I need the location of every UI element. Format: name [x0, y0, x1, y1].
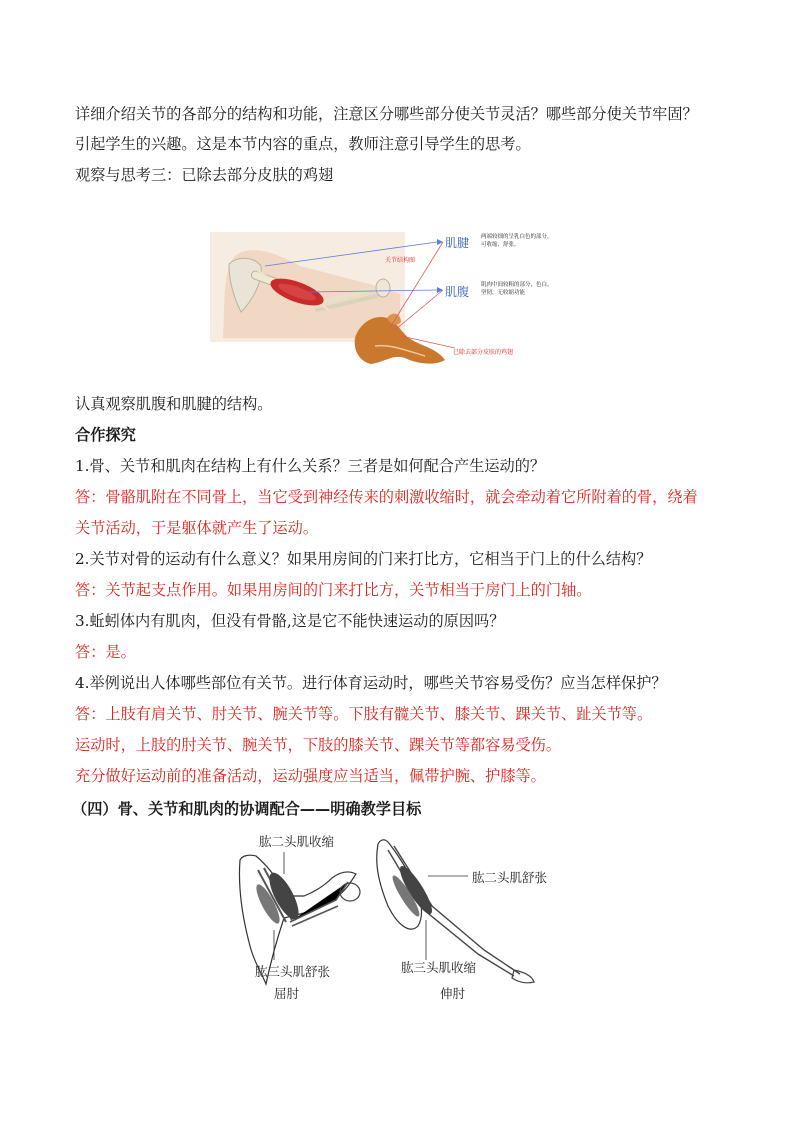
extended-hand [512, 970, 534, 983]
question-2: 2.关节对骨的运动有什么意义？如果用房间的门来打比方，它相当于门上的什么结构？ [75, 550, 652, 568]
answer-4-line-3: 充分做好运动前的准备活动，运动强度应当适当，佩带护腕、护膝等。 [75, 767, 546, 785]
question-1: 1.骨、关节和肌肉在结构上有什么关系？三者是如何配合产生运动的？ [75, 457, 546, 475]
answer-2: 答：关节起支点作用。如果用房间的门来打比方，关节相当于房门上的门轴。 [75, 581, 592, 599]
flex-extend-figure [228, 826, 548, 1006]
coop-heading: 合作探究 [75, 426, 136, 444]
tendon-description-1: 两端较细的呈乳白色的部分， [481, 234, 553, 240]
observe-note: 认真观察肌腹和肌腱的结构。 [75, 395, 273, 413]
belly-description-1: 肌肉中间较粗的部分，色白、 [481, 282, 553, 288]
left-biceps-contract-label: 肱二头肌收缩 [259, 834, 335, 849]
answer-4-line-1: 答：上肢有肩关节、肘关节、腕关节等。下肢有髋关节、膝关节、踝关节、趾关节等。 [75, 705, 653, 723]
answer-3: 答：是。 [75, 643, 136, 661]
hand-shape [376, 279, 390, 297]
observe-heading: 观察与思考三：已除去部分皮肤的鸡翅 [75, 166, 334, 184]
right-triceps-contract-label: 肱三头肌收缩 [401, 960, 477, 975]
muscle-structure-svg [205, 226, 590, 374]
flex-elbow-caption: 屈肘 [274, 986, 300, 1001]
tendon-description-2: 可收缩、舒张。 [481, 242, 520, 248]
intro-line-1: 详细介绍关节的各部分的结构和功能，注意区分哪些部分使关节灵活？哪些部分使关节牢固？ [75, 105, 698, 123]
belly-label: 肌腹 [445, 285, 470, 299]
answer-1-line-1: 答：骨骼肌附在不同骨上，当它受到神经传来的刺激收缩时，就会牵动着它所附着的骨，绕着 [75, 488, 698, 506]
tendon-label: 肌腱 [445, 236, 470, 250]
extend-elbow-caption: 伸肘 [440, 986, 466, 1001]
question-4: 4.举例说出人体哪些部位有关节。进行体育运动时，哪些关节容易受伤？应当怎样保护？ [75, 674, 667, 692]
extended-arm-outline [388, 846, 520, 976]
section-4-heading: （四）骨、关节和肌肉的协调配合——明确教学目标 [72, 800, 422, 818]
left-triceps-relax-label: 肱三头肌舒张 [255, 964, 331, 979]
answer-1-line-2: 关节活动，于是躯体就产生了运动。 [75, 519, 318, 537]
answer-4-line-2: 运动时，上肢的肘关节、腕关节，下肢的膝关节、踝关节等都容易受伤。 [75, 736, 561, 754]
intro-line-2: 引起学生的兴趣。这是本节内容的重点，教师注意引导学生的思考。 [75, 135, 531, 153]
question-3: 3.蚯蚓体内有肌肉，但没有骨骼,这是它不能快速运动的原因吗？ [75, 612, 505, 630]
belly-description-2: 坚韧，无收缩功能 [481, 290, 526, 296]
chicken-wing-label: 已除去部分皮肤的鸡翅 [453, 349, 514, 356]
right-biceps-relax-label: 肱二头肌舒张 [472, 870, 548, 885]
muscle-structure-figure [205, 226, 590, 374]
joint-diagram-label: 关节结构图 [385, 257, 416, 264]
